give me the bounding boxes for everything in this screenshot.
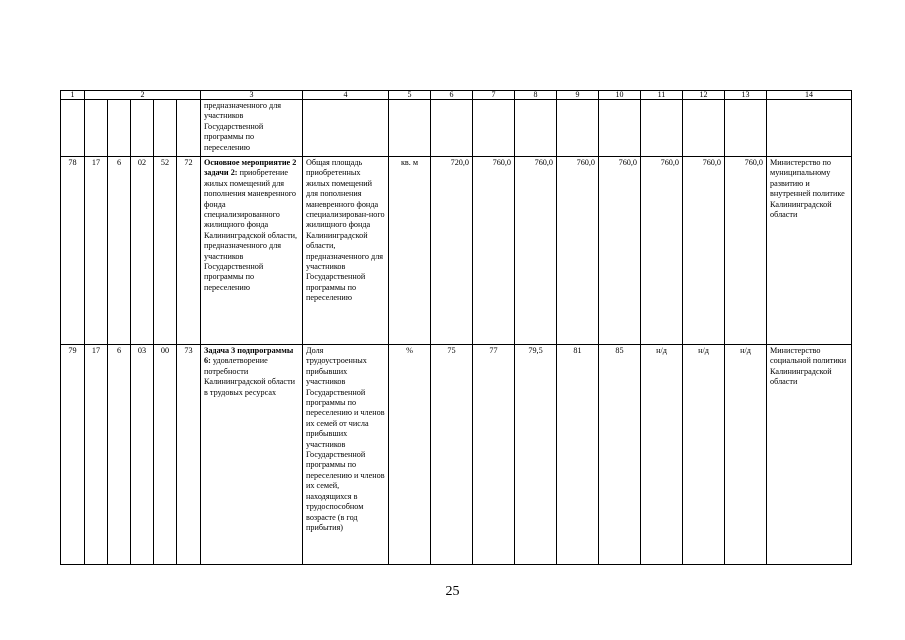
value-cell: 760,0 bbox=[683, 157, 725, 345]
row-number-cell: 78 bbox=[61, 157, 85, 345]
code-cell: 17 bbox=[85, 157, 108, 345]
task-name-cell bbox=[201, 345, 303, 565]
header-cell: 12 bbox=[683, 91, 725, 100]
column-number-row bbox=[61, 91, 852, 100]
value-cell: 75 bbox=[431, 345, 473, 565]
indicators-table bbox=[60, 90, 852, 565]
empty-cell bbox=[641, 100, 683, 157]
empty-cell bbox=[303, 100, 389, 157]
header-cell: 3 bbox=[201, 91, 303, 100]
empty-cell bbox=[683, 100, 725, 157]
header-cell: 10 bbox=[599, 91, 641, 100]
empty-cell bbox=[473, 100, 515, 157]
header-cell: 8 bbox=[515, 91, 557, 100]
value-cell: н/д bbox=[725, 345, 767, 565]
row-number-cell: 79 bbox=[61, 345, 85, 565]
table-row-78 bbox=[61, 157, 852, 345]
task-description: удовлетворение потребности Калининградской области в трудовых ресурсах bbox=[204, 356, 296, 397]
code-cell: 02 bbox=[131, 157, 154, 345]
header-cell: 5 bbox=[389, 91, 431, 100]
header-cell: 11 bbox=[641, 91, 683, 100]
responsible-cell: Министерство по муниципальному развитию и внутренней политике Калининградской области bbox=[767, 157, 852, 345]
empty-cell bbox=[599, 100, 641, 157]
unit-cell: кв. м bbox=[389, 157, 431, 345]
indicator-cell: Общая площадь приобретенных жилых помещений для пополнения маневренного фонда специализирован-ного жилищного фонда Калининградской области, предназначенного для участников Государственной программы по переселению bbox=[303, 157, 389, 345]
code-cell: 73 bbox=[177, 345, 201, 565]
header-cell: 14 bbox=[767, 91, 852, 100]
value-cell: 760,0 bbox=[599, 157, 641, 345]
value-cell: 79,5 bbox=[515, 345, 557, 565]
empty-cell bbox=[154, 100, 177, 157]
empty-cell bbox=[61, 100, 85, 157]
page-number: 25 bbox=[445, 584, 460, 599]
empty-cell bbox=[725, 100, 767, 157]
activity-name-cell bbox=[201, 157, 303, 345]
code-cell: 6 bbox=[108, 157, 131, 345]
empty-cell bbox=[177, 100, 201, 157]
activity-description: приобретение жилых помещений для пополнения маневренного фонда специализированного жилищного фонда Калининградской области, предназначенного для участников Государственной программы по переселению bbox=[204, 168, 298, 292]
value-cell: 760,0 bbox=[641, 157, 683, 345]
header-cell: 9 bbox=[557, 91, 599, 100]
empty-cell bbox=[131, 100, 154, 157]
empty-cell bbox=[431, 100, 473, 157]
empty-cell bbox=[767, 100, 852, 157]
value-cell: 77 bbox=[473, 345, 515, 565]
header-cell: 13 bbox=[725, 91, 767, 100]
code-cell: 72 bbox=[177, 157, 201, 345]
indicator-cell: Доля трудоустроенных прибывших участников Государственной программы по переселению и членов их семей от числа прибывших участников Государственной программы по переселению и членов их семей, находящихся в трудоспособном возрасте (в год прибытия) bbox=[303, 345, 389, 565]
value-cell: н/д bbox=[683, 345, 725, 565]
value-cell: 81 bbox=[557, 345, 599, 565]
code-cell: 17 bbox=[85, 345, 108, 565]
value-cell: 760,0 bbox=[557, 157, 599, 345]
empty-cell bbox=[108, 100, 131, 157]
continued-text-cell: предназначенного для участников Государственной программы по переселению bbox=[201, 100, 303, 157]
activity-title: Основное мероприятие 2 задачи 2: bbox=[204, 158, 297, 178]
empty-cell bbox=[557, 100, 599, 157]
table-row-continuation bbox=[61, 100, 852, 157]
value-cell: 760,0 bbox=[515, 157, 557, 345]
value-cell: 720,0 bbox=[431, 157, 473, 345]
header-cell: 7 bbox=[473, 91, 515, 100]
code-cell: 52 bbox=[154, 157, 177, 345]
code-cell: 03 bbox=[131, 345, 154, 565]
value-cell: 760,0 bbox=[725, 157, 767, 345]
value-cell: н/д bbox=[641, 345, 683, 565]
code-cell: 00 bbox=[154, 345, 177, 565]
responsible-cell: Министерство социальной политики Калининградской области bbox=[767, 345, 852, 565]
header-cell: 2 bbox=[85, 91, 201, 100]
value-cell: 85 bbox=[599, 345, 641, 565]
header-cell: 1 bbox=[61, 91, 85, 100]
unit-cell: % bbox=[389, 345, 431, 565]
header-cell: 6 bbox=[431, 91, 473, 100]
value-cell: 760,0 bbox=[473, 157, 515, 345]
empty-cell bbox=[515, 100, 557, 157]
header-cell: 4 bbox=[303, 91, 389, 100]
empty-cell bbox=[389, 100, 431, 157]
code-cell: 6 bbox=[108, 345, 131, 565]
empty-cell bbox=[85, 100, 108, 157]
table-row-79 bbox=[61, 345, 852, 565]
task-title: Задача 3 подпрограммы 6: bbox=[204, 346, 294, 366]
